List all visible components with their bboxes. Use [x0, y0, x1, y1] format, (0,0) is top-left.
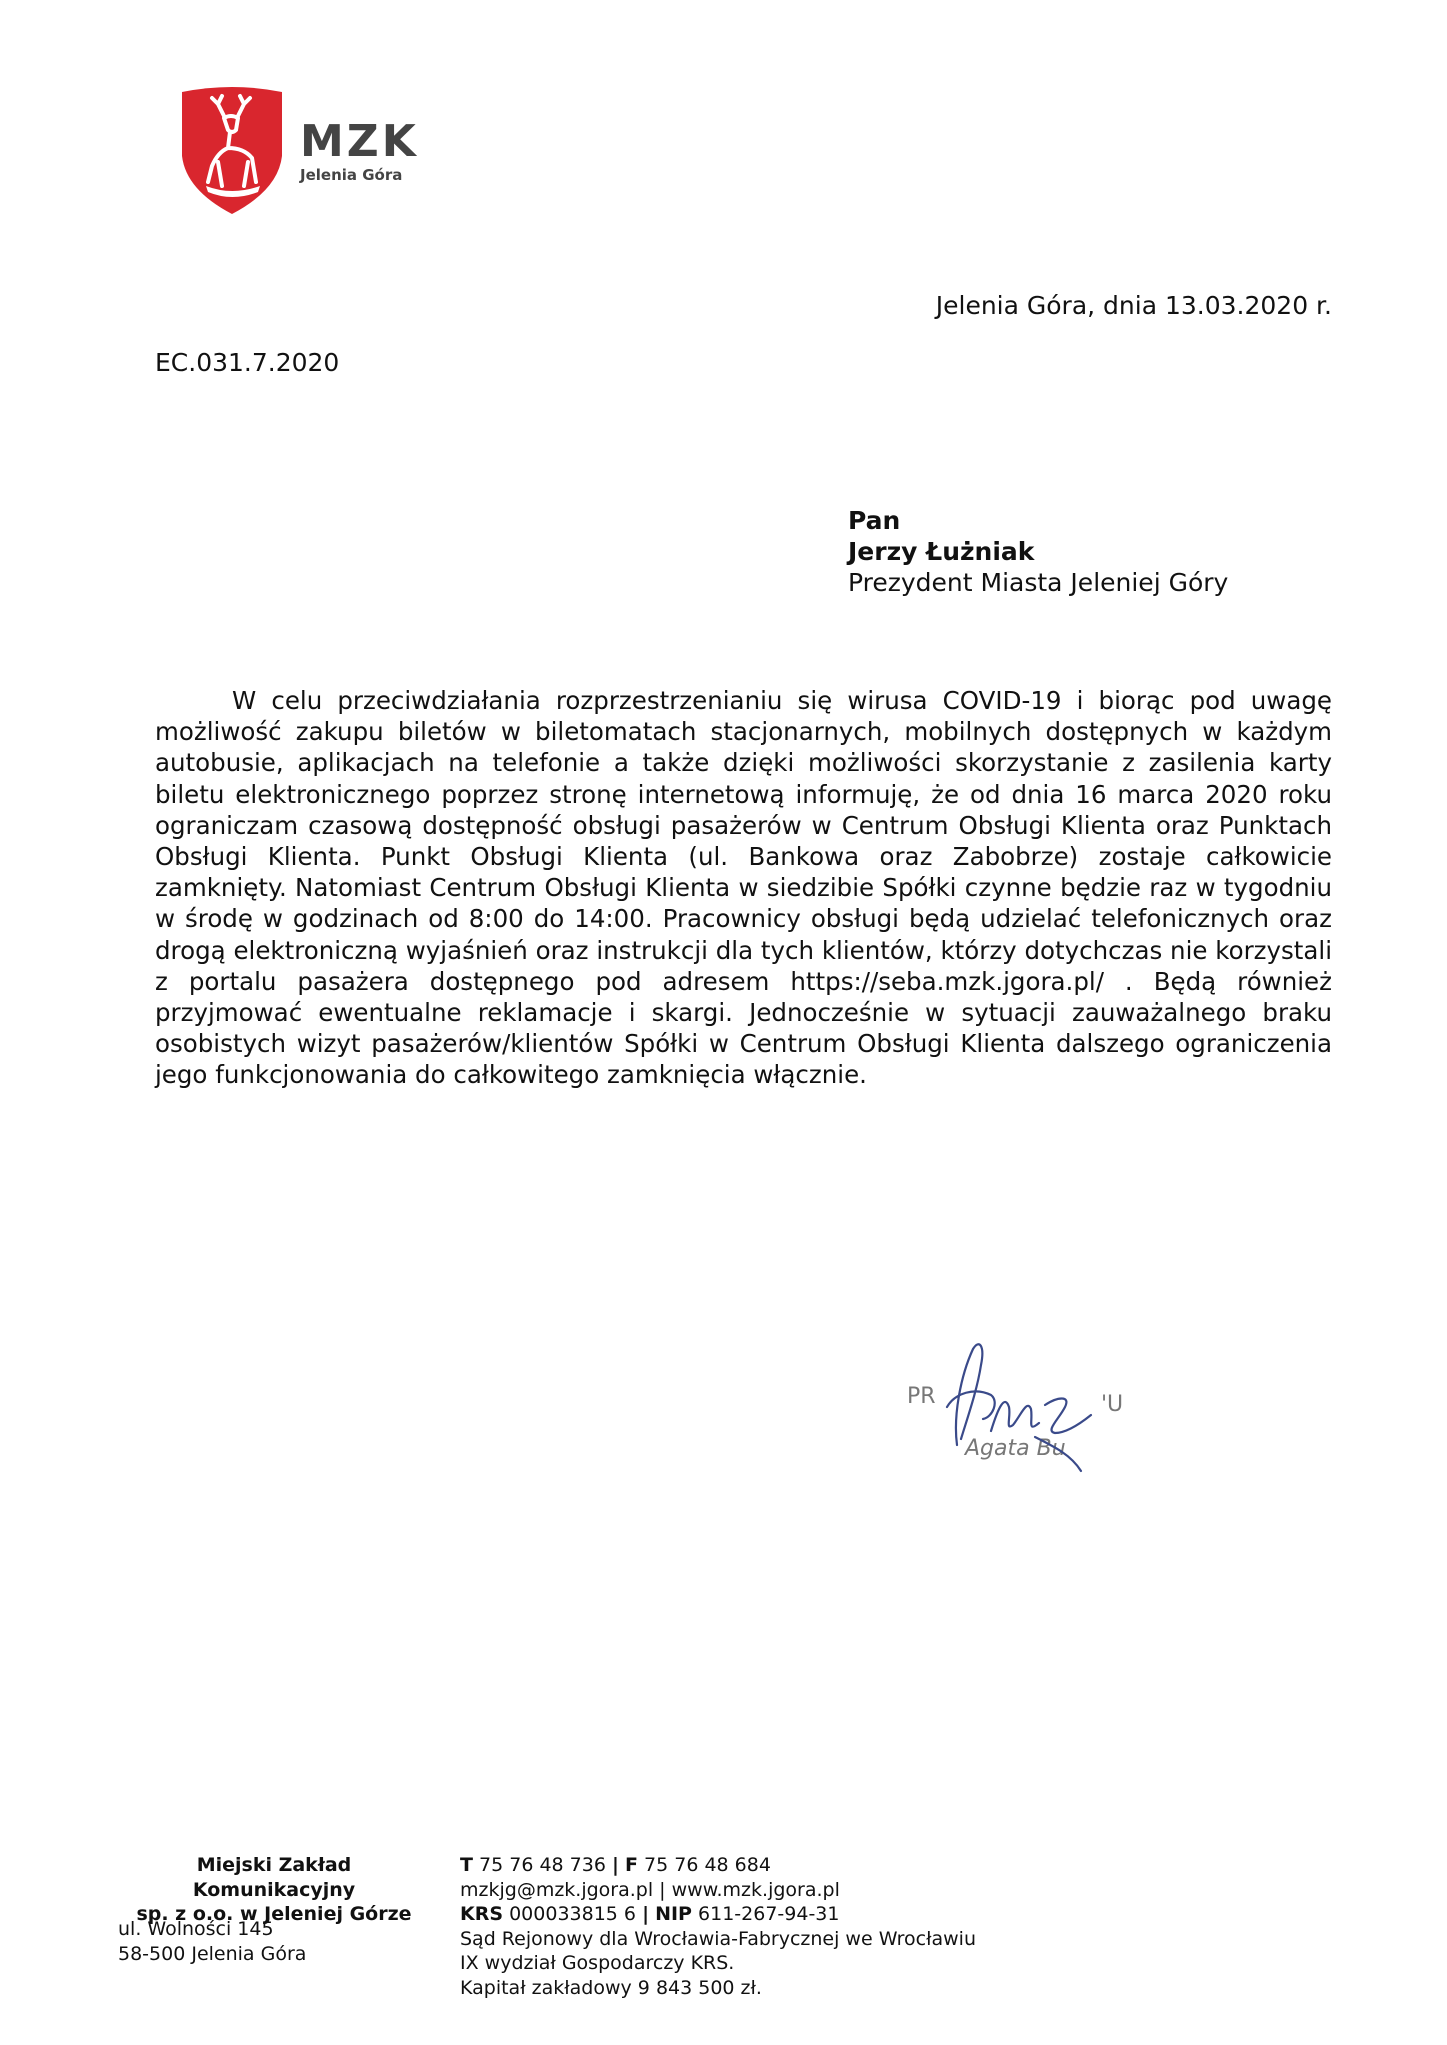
- footer-court-line1: Sąd Rejonowy dla Wrocławia-Fabrycznej we Wrocławiu: [460, 1927, 976, 1950]
- footer-address: [118, 1917, 306, 1966]
- nip-number: 611-267-94-31: [698, 1903, 840, 1925]
- reference-number: EC.031.7.2020: [155, 348, 340, 377]
- letter-date: Jelenia Góra, dnia 13.03.2020 r.: [935, 291, 1332, 320]
- mzk-logo: [178, 86, 286, 216]
- nip-label: NIP: [655, 1903, 692, 1925]
- recipient-title: Prezydent Miasta Jeleniej Góry: [848, 568, 1229, 597]
- signature-stamp: [895, 1335, 1135, 1485]
- footer-company-line2: sp. z o.o. w Jeleniej Górze: [136, 1903, 412, 1925]
- phone-separator: |: [611, 1854, 619, 1876]
- footer-krs-nip: [460, 1902, 976, 1927]
- krs-separator: |: [642, 1903, 650, 1925]
- recipient-salutation: Pan: [848, 506, 901, 535]
- footer-court-line2: IX wydział Gospodarczy KRS.: [460, 1952, 735, 1974]
- footer-address-street: ul. Wolności 145: [118, 1918, 274, 1940]
- fax-label: F: [624, 1854, 638, 1876]
- krs-number: 000033815 6: [509, 1903, 637, 1925]
- logo-wordmark: [300, 116, 419, 184]
- footer-phone-fax: [460, 1853, 976, 1878]
- fax-number: 75 76 48 684: [644, 1854, 771, 1876]
- stamp-text-left: PR: [907, 1384, 936, 1409]
- logo-city: Jelenia Góra: [300, 166, 403, 184]
- footer-contact: [460, 1853, 976, 2000]
- footer-address-city: 58-500 Jelenia Góra: [118, 1942, 307, 1965]
- signer-name: Agata Bu: [965, 1436, 1066, 1461]
- letter-body: W celu przeciwdziałania rozprzestrzenianiu się wirusa COVID-19 i biorąc pod uwagę możliwość zakupu biletów w biletomatach stacjonarnych, mobilnych dostępnych w każdym autobusie, aplikacjach na telefonie a także dzięki możliwości skorzystanie z zasilenia karty biletu elektronicznego poprzez stronę internetową informuję, że od dnia 16 marca 2020 roku ograniczam czasową dostępność obsługi pasażerów w Centrum Obsługi Klienta oraz Punktach Obsługi Klienta. Punkt Obsługi Klienta (ul. Bankowa oraz Zabobrze) zostaje całkowicie zamknięty. Natomiast Centrum Obsługi Klienta w siedzibie Spółki czynne będzie raz w tygodniu w środę w godzinach od 8:00 do 14:00. Pracownicy obsługi będą udzielać telefonicznych oraz drogą elektroniczną wyjaśnień oraz instrukcji dla tych klientów, którzy dotychczas nie korzystali z portalu pasażera dostępnego pod adresem https://seba.mzk.jgora.pl/ . Będą również przyjmować ewentualne reklamacje i skargi. Jednocześnie w sytuacji zauważalnego braku osobistych wizyt pasażerów/klientów Spółki w Centrum Obsługi Klienta dalszego ograniczenia jego funkcjonowania do całkowitego zamknięcia włącznie.: [155, 686, 1332, 1090]
- krs-label: KRS: [460, 1903, 504, 1925]
- footer-email-web: mzkjg@mzk.jgora.pl | www.mzk.jgora.pl: [460, 1878, 840, 1901]
- recipient-name: Jerzy Łużniak: [848, 537, 1035, 566]
- phone-label: T: [460, 1854, 473, 1876]
- footer-capital: Kapitał zakładowy 9 843 500 zł.: [460, 1976, 762, 1999]
- footer-company-line1: Miejski Zakład Komunikacyjny: [192, 1854, 356, 1901]
- footer-company: [118, 1853, 430, 1927]
- deer-shield-icon: [178, 86, 286, 216]
- signature: [895, 1335, 1135, 1485]
- stamp-text-right: 'U: [1101, 1392, 1124, 1417]
- logo-brand: MZK: [300, 116, 419, 167]
- phone-number: 75 76 48 736: [479, 1854, 606, 1876]
- recipient-block: [848, 505, 1228, 598]
